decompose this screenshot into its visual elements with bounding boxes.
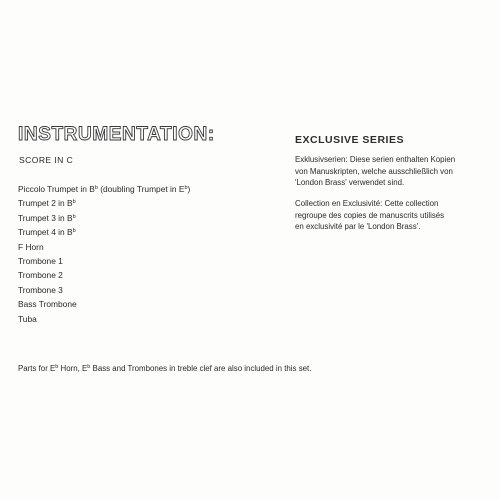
instrument-parts-list	[18, 182, 190, 326]
list-item: Trumpet 3 in $B^b$	[18, 212, 76, 223]
list-item: Trumpet 2 in $B^b$	[18, 198, 76, 209]
list-item: Trombone 1	[18, 256, 63, 267]
parts-footnote: Parts for $E^b$ Horn, $E^b$ Bass and Trombones in treble clef are also included in this set.	[18, 364, 312, 373]
list-item: Trumpet 4 in $B^b$	[18, 227, 76, 238]
list-item: F Horn	[18, 241, 44, 252]
list-item: Piccolo Trumpet in $B^b$ (doubling Trumpet in $E^b$)	[18, 184, 191, 194]
german-description: Exklusivserien: Diese serien enthalten Kopien von Manuskripten, welche ausschließlich von 'London Brass' verwendet sind.	[295, 155, 456, 188]
score-key-label: SCORE IN C	[19, 155, 74, 165]
list-item: Bass Trombone	[18, 299, 77, 310]
list-item: Tuba	[18, 313, 37, 324]
list-item: Trombone 3	[18, 284, 63, 295]
instrumentation-heading: INSTRUMENTATION:	[18, 124, 215, 145]
french-description: Collection en Exclusivité: Cette collection regroupe des copies de manuscrits utilisés en exclusivité par le 'London Brass'.	[295, 199, 445, 232]
exclusive-series-title: EXCLUSIVE SERIES	[295, 134, 404, 146]
list-item: Trombone 2	[18, 270, 63, 281]
